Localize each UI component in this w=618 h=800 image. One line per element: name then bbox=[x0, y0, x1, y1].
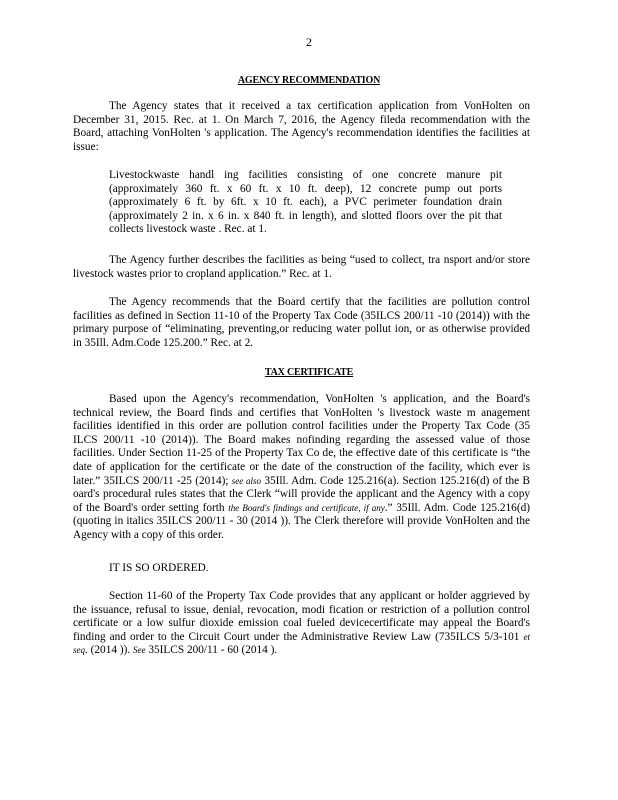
paragraph-board-finds: Based upon the Agency's recommendation, VonHolten 's application, and the Board's technical review, the Board finds and certifies that VonHolten 's livestock waste m anagement facilities identified in this order are pollution control facilities under the Property Tax Code (35 ILCS 200/11 -10 (2014)). The Board makes nofinding regarding the assessed value of those facilities. Under Section 11-25 of the Property Tax Co de, the effective date of this certificate is “the date of application for the certificate or the date of the construction of the facility, which ever is later.” 35ILCS 200/11 -25 (2014); see also 35Ill. Adm. Code 125.216(a). Section 125.216(d) of the B oard's procedural rules states that the Clerk “will provide the applicant and the Agency with a copy of the Board's order setting forth the Board's findings and certificate, if any.” 35Ill. Adm. Code 125.216(d) (quoting in italics 35ILCS 200/11 - 30 (2014 )). The Clerk therefore will provide VonHolten and the Agency with a copy of this order. bbox=[73, 393, 531, 541]
heading-agency-recommendation: AGENCY RECOMMENDATION bbox=[237, 75, 381, 86]
block-quote-facilities: Livestockwaste handl ing facilities consisting of one concrete manure pit (approximately 360 ft. x 60 ft. x 10 ft. deep), 12 concrete pump out ports (approximately 6 ft. by 6ft. x 10 ft. each), a PVC perimeter foundation drain (approximately 2 in. x 6 in. x 840 ft. in length), and slotted floors over the pit that collects livestock waste . Rec. at 1. bbox=[109, 169, 502, 236]
quoted-italics: the Board's findings and certificate, if any bbox=[228, 502, 385, 513]
paragraph-agency-describes: The Agency further describes the facilities as being “used to collect, tra nsport and/or store livestock wastes prior to cropland application.” Rec. at 1. bbox=[73, 254, 530, 280]
paragraph-section-11-60: Section 11-60 of the Property Tax Code provides that any applicant or holder aggrieved by the issuance, refusal to issue, denial, revocation, modi fication or restriction of a pollution control certificate or a low sulfur dioxide emission coal fueled devicecertificate may appeal the Board's finding and order to the Circuit Court under the Administrative Review Law (735ILCS 5/3-101 et seq. (2014 )). See 35ILCS 200/11 - 60 (2014 ). bbox=[73, 590, 530, 657]
see-signal: See bbox=[133, 645, 146, 656]
heading-tax-certificate: TAX CERTIFICATE bbox=[264, 367, 354, 378]
see-also-signal: see also bbox=[231, 475, 262, 486]
et-seq-signal: et seq bbox=[73, 631, 530, 656]
it-is-so-ordered: IT IS SO ORDERED. bbox=[109, 562, 209, 574]
page-number: 2 bbox=[306, 35, 312, 49]
paragraph-agency-states: The Agency states that it received a tax certification application from VonHolten on December 31, 2015. Rec. at 1. On March 7, 2016, the Agency fileda recommendation with the Board, attaching VonHolten 's application. The Agency's recommendation identifies the facilities at issue: bbox=[73, 100, 530, 153]
paragraph-agency-recommends: The Agency recommends that the Board certify that the facilities are pollution control facilities as defined in Section 11-10 of the Property Tax Code (35ILCS 200/11 -10 (2014)) with the primary purpose of “eliminating, preventing,or reducing water pollut ion, or as otherwise provided in 35Ill. Adm.Code 125.200.” Rec. at 2. bbox=[73, 296, 530, 349]
